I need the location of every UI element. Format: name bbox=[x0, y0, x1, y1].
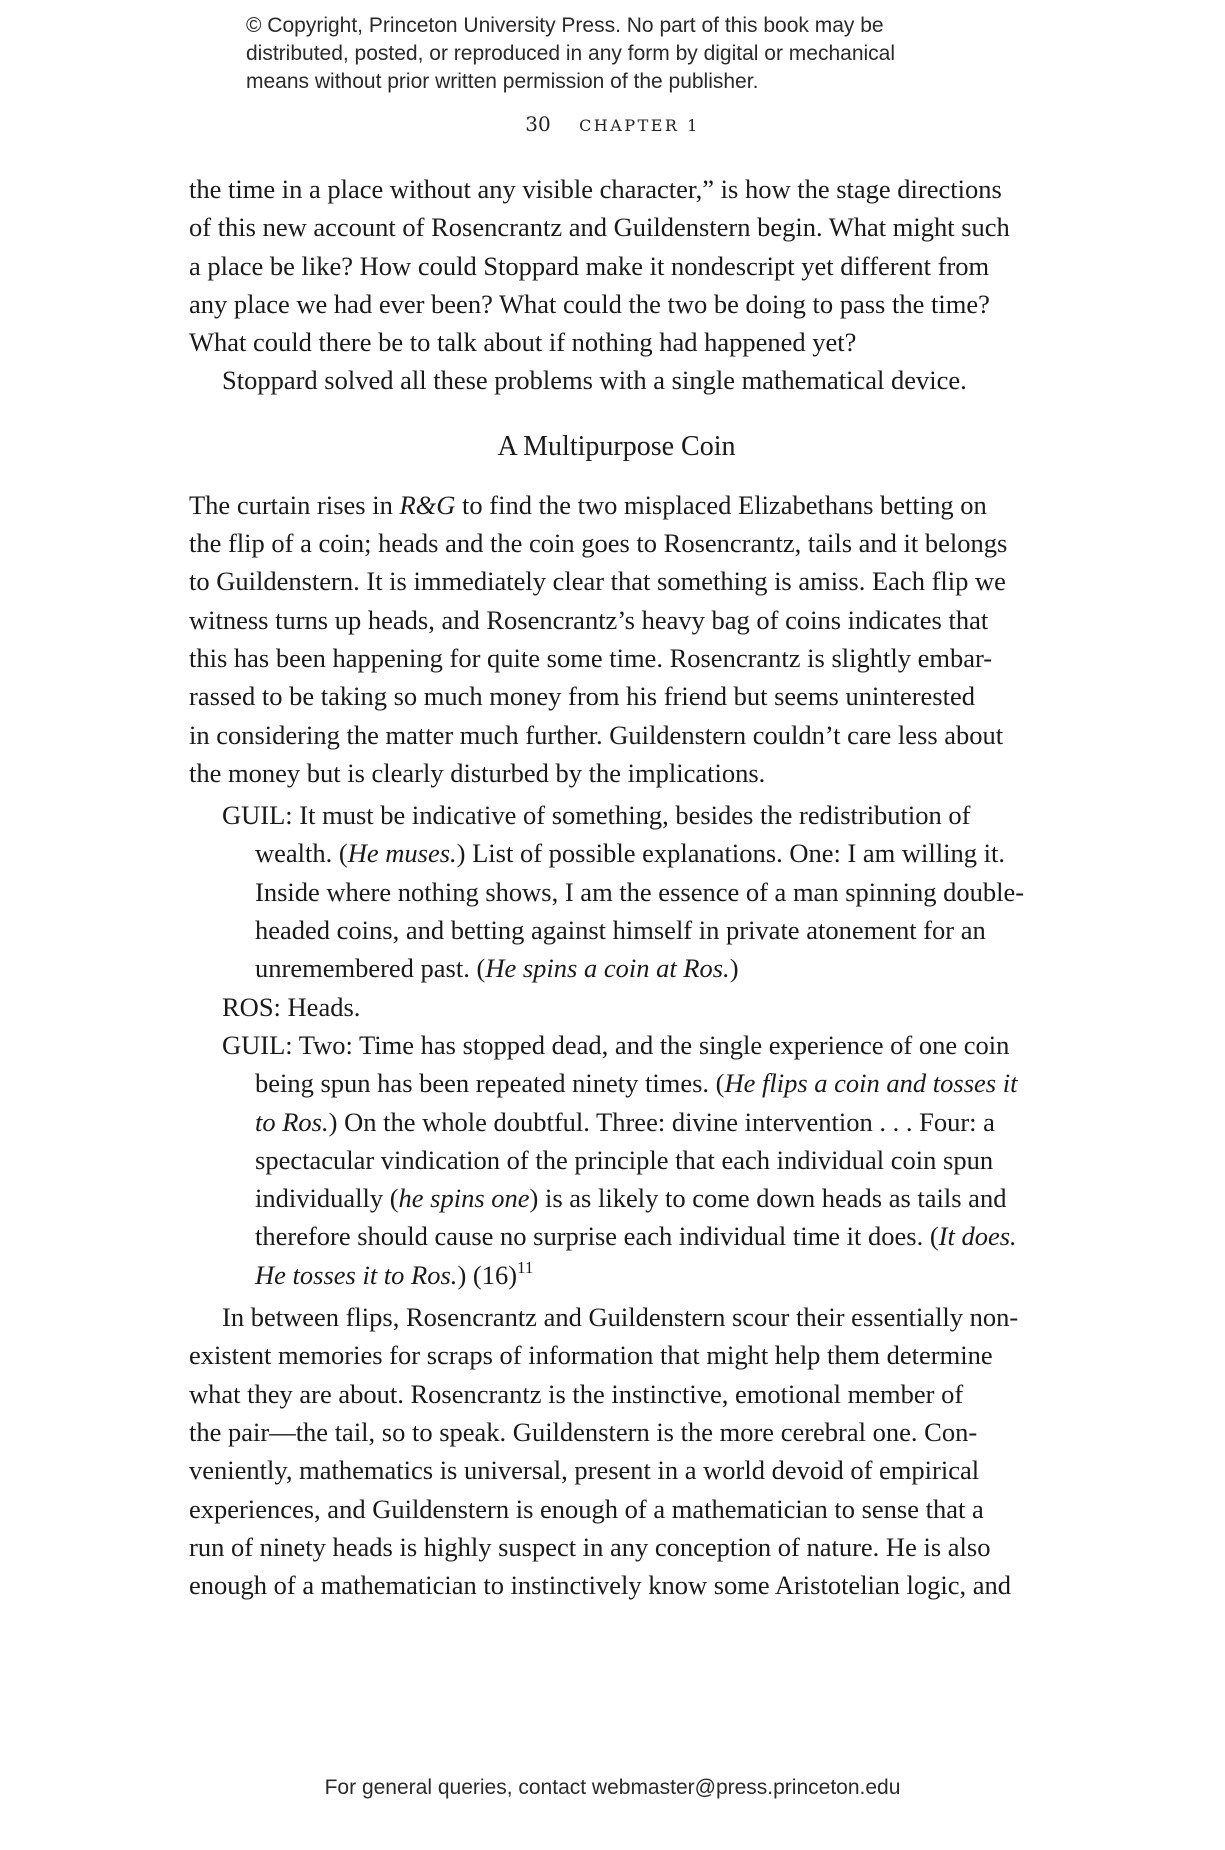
running-head bbox=[0, 112, 1225, 136]
dialogue-line: individually (he spins one) is as likely to come down heads as tails and bbox=[255, 1183, 1007, 1214]
chapter-label: CHAPTER 1 bbox=[579, 116, 700, 135]
dialogue-line: to Ros.) On the whole doubtful. Three: divine intervention . . . Four: a bbox=[255, 1106, 995, 1137]
text-line: The curtain rises in R&G to find the two misplaced Elizabethans betting on bbox=[189, 489, 987, 520]
dialogue-block bbox=[189, 796, 1044, 1294]
copyright-line: distributed, posted, or reproduced in any form by digital or mechanical bbox=[246, 42, 896, 65]
text-line: any place we had ever been? What could the two be doing to pass the time? bbox=[189, 288, 990, 319]
text-line: this has been happening for quite some time. Rosencrantz is slightly embar- bbox=[189, 642, 993, 673]
dialogue-line: ROS: Heads. bbox=[222, 991, 361, 1022]
text-line: enough of a mathematician to instinctively know some Aristotelian logic, and bbox=[189, 1570, 1012, 1601]
dialogue-line: headed coins, and betting against himself in private atonement for an bbox=[255, 915, 986, 946]
text-line: to Guildenstern. It is immediately clear that something is amiss. Each flip we bbox=[189, 566, 1006, 597]
paragraph bbox=[189, 486, 1044, 792]
dialogue-line: GUIL: It must be indicative of something, besides the redistribution of bbox=[222, 800, 971, 831]
text-line: rassed to be taking so much money from his friend but seems uninterested bbox=[189, 681, 975, 712]
paragraph bbox=[189, 361, 1044, 399]
footer-contact: For general queries, contact webmaster@press.princeton.edu bbox=[324, 1776, 901, 1799]
copyright-line: means without prior written permission of the publisher. bbox=[246, 70, 759, 93]
text-line: existent memories for scraps of information that might help them determine bbox=[189, 1340, 993, 1371]
footnote-marker[interactable]: 11 bbox=[517, 1257, 534, 1277]
text-line: run of ninety heads is highly suspect in any conception of nature. He is also bbox=[189, 1531, 991, 1562]
text-line: of this new account of Rosencrantz and Guildenstern begin. What might such bbox=[189, 212, 1010, 243]
text-line: what they are about. Rosencrantz is the instinctive, emotional member of bbox=[189, 1378, 964, 1409]
dialogue-line: wealth. (He muses.) List of possible explanations. One: I am willing it. bbox=[255, 838, 1005, 869]
text-line: in considering the matter much further. Guildenstern couldn’t care less about bbox=[189, 719, 1004, 750]
paragraph bbox=[189, 1298, 1044, 1604]
section-heading: A Multipurpose Coin bbox=[497, 430, 736, 462]
text-line: the flip of a coin; heads and the coin goes to Rosencrantz, tails and it belongs bbox=[189, 528, 1008, 559]
page-number: 30 bbox=[525, 112, 551, 136]
dialogue-line: Inside where nothing shows, I am the essence of a man spinning double- bbox=[255, 876, 1025, 907]
play-title: R&G bbox=[399, 489, 456, 520]
text-line: a place be like? How could Stoppard make it nondescript yet different from bbox=[189, 250, 990, 281]
dialogue-line: GUIL: Two: Time has stopped dead, and the single experience of one coin bbox=[222, 1029, 1010, 1060]
dialogue-line: He tosses it to Ros.) $(16)^{11}$ bbox=[255, 1257, 534, 1290]
text-line: What could there be to talk about if nothing had happened yet? bbox=[189, 327, 857, 358]
dialogue-line: unremembered past. (He spins a coin at Ros.) bbox=[255, 953, 739, 984]
copyright-notice bbox=[246, 12, 1006, 96]
dialogue-line: spectacular vindication of the principle that each individual coin spun bbox=[255, 1144, 994, 1175]
copyright-line: © Copyright, Princeton University Press. No part of this book may be bbox=[246, 14, 884, 37]
text-line: veniently, mathematics is universal, present in a world devoid of empirical bbox=[189, 1455, 980, 1486]
text-line: the money but is clearly disturbed by the implications. bbox=[189, 757, 766, 788]
dialogue-line: therefore should cause no surprise each individual time it does. (It does. bbox=[255, 1221, 1017, 1252]
text-line: the time in a place without any visible character,” is how the stage directions bbox=[189, 174, 1002, 204]
body-text bbox=[189, 170, 1044, 1604]
text-line: experiences, and Guildenstern is enough of a mathematician to sense that a bbox=[189, 1493, 984, 1524]
paragraph-continued bbox=[189, 170, 1044, 361]
text-line: witness turns up heads, and Rosencrantz’s heavy bag of coins indicates that bbox=[189, 604, 989, 635]
dialogue-line: being spun has been repeated ninety times. (He flips a coin and tosses it bbox=[255, 1068, 1018, 1099]
text-line: the pair—the tail, so to speak. Guildenstern is the more cerebral one. Con- bbox=[189, 1416, 978, 1447]
text-line: In between flips, Rosencrantz and Guildenstern scour their essentially non- bbox=[222, 1302, 1019, 1333]
text-line: Stoppard solved all these problems with a single mathematical device. bbox=[222, 365, 967, 396]
